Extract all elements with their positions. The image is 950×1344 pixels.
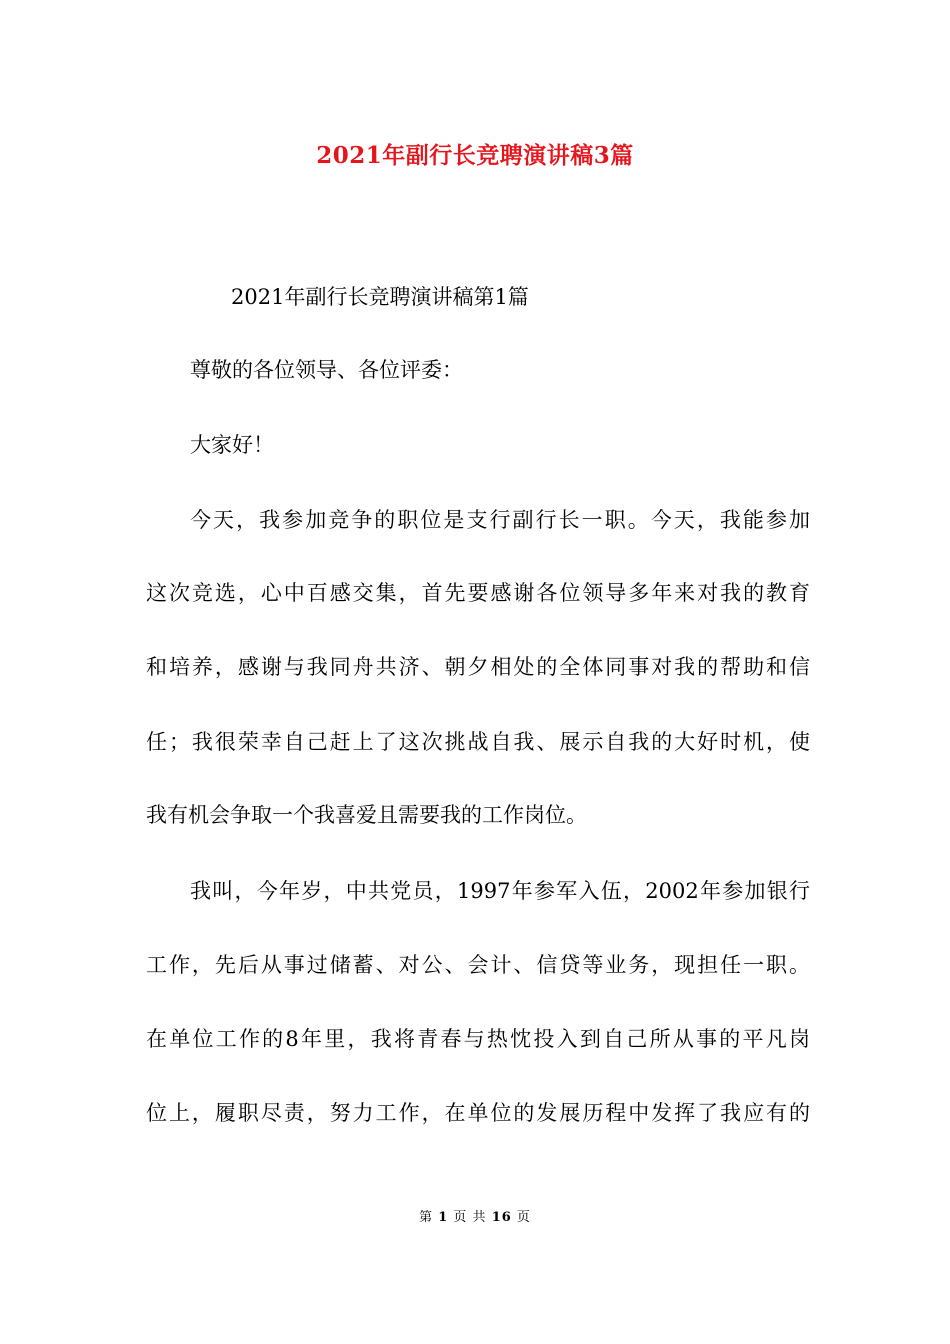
body-line: 位上，履职尽责，努力工作，在单位的发展历程中发挥了我应有的	[146, 1101, 810, 1125]
salutation-line: 尊敬的各位领导、各位评委：	[190, 358, 463, 382]
body-line: 和培养，感谢与我同舟共济、朝夕相处的全体同事对我的帮助和信	[146, 655, 810, 679]
body-line: 我叫，今年岁，中共党员，1997年参军入伍，2002年参加银行	[190, 879, 810, 903]
total-pages-number: 16	[491, 1210, 512, 1225]
body-line: 我有机会争取一个我喜爱且需要我的工作岗位。	[146, 803, 587, 827]
footer-prefix: 第	[419, 1210, 434, 1225]
page-footer	[0, 1208, 950, 1228]
body-line: 在单位工作的8年里，我将青春与热忱投入到自己所从事的平凡岗	[146, 1027, 810, 1051]
footer-suffix: 页	[516, 1210, 531, 1225]
document-title: 2021年副行长竞聘演讲稿3篇	[316, 142, 634, 169]
footer-middle: 页 共	[453, 1210, 487, 1225]
greeting-line: 大家好！	[190, 433, 274, 457]
body-line: 这次竞选，心中百感交集，首先要感谢各位领导多年来对我的教育	[146, 581, 810, 605]
body-line: 今天，我参加竞争的职位是支行副行长一职。今天，我能参加	[190, 508, 810, 532]
body-line: 任；我很荣幸自己赶上了这次挑战自我、展示自我的大好时机，使	[146, 730, 810, 754]
body-line: 工作，先后从事过储蓄、对公、会计、信贷等业务，现担任一职。	[146, 953, 810, 977]
current-page-number: 1	[438, 1210, 449, 1225]
section-heading: 2021年副行长竞聘演讲稿第1篇	[231, 285, 529, 309]
